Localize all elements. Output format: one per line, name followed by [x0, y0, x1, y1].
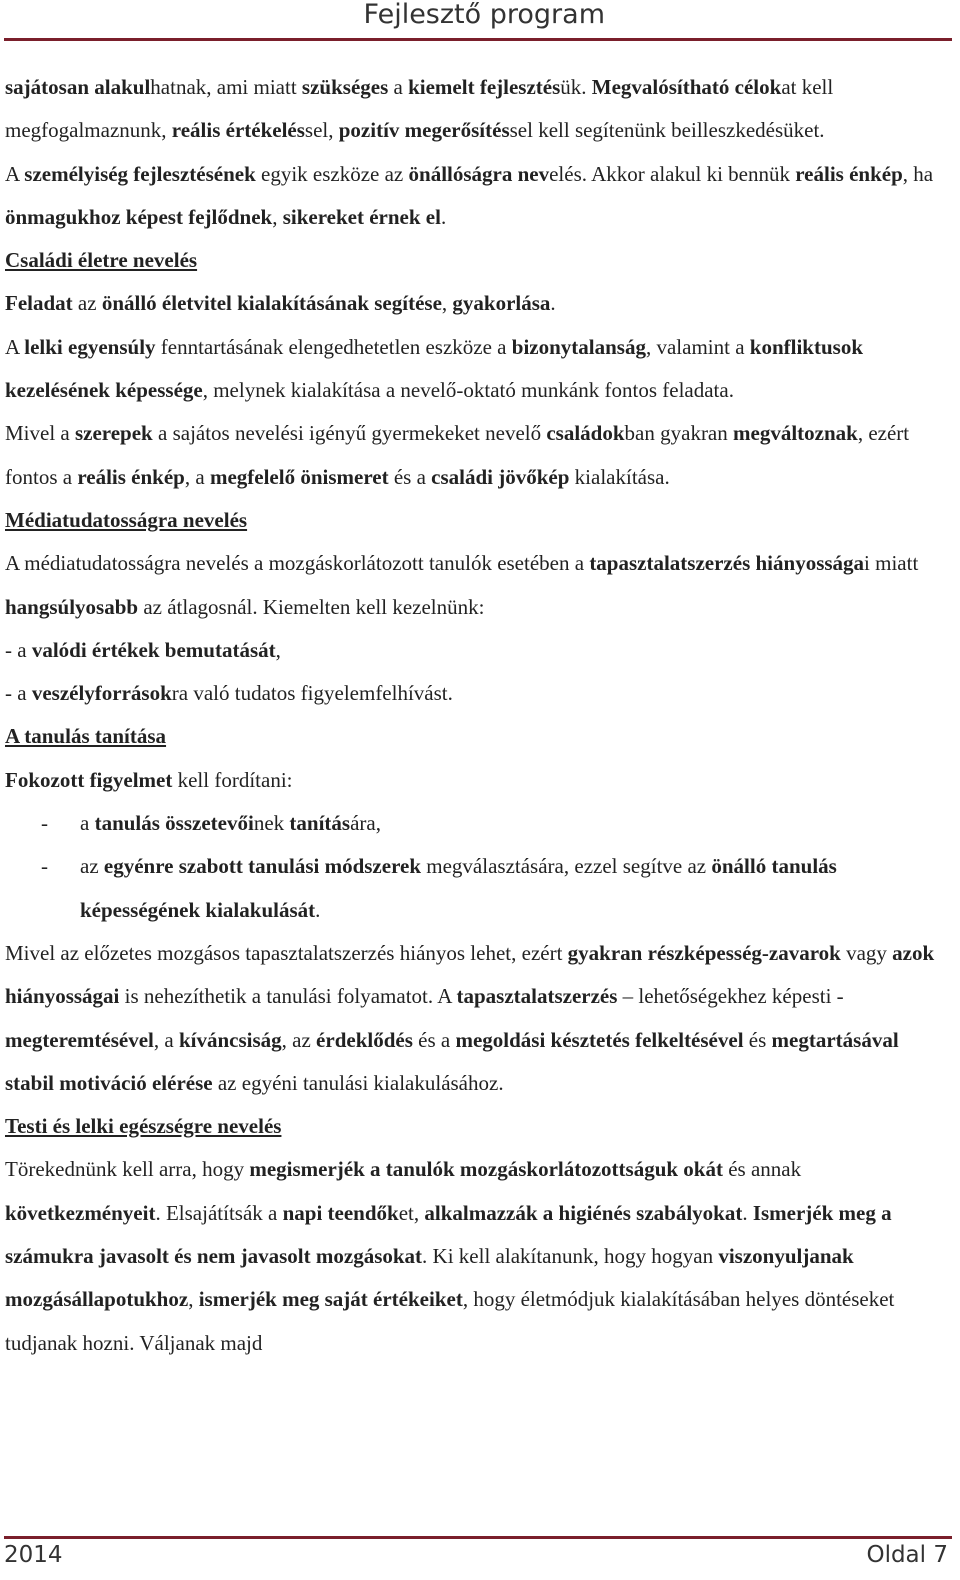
text-run: fenntartásának elengedhetetlen eszköze a	[155, 334, 512, 359]
paragraph	[5, 542, 945, 629]
bold-text: önálló életvitel kialakításának segítése	[101, 291, 442, 316]
bold-text: tanítás	[289, 811, 351, 836]
bold-text: megismerjék a tanulók mozgáskorlátozottságuk okát	[249, 1157, 723, 1182]
list-item	[5, 802, 945, 845]
text-run: ük.	[560, 75, 592, 99]
text-run: , melynek kialakítása a nevelő-oktató munkánk fontos feladata.	[202, 378, 734, 403]
text-run: , hogy életmódjuk kialakításában helyes döntéseket tudjanak hozni. Váljanak majd	[5, 1287, 895, 1355]
text-run: az	[80, 854, 104, 879]
bold-text: Feladat	[5, 291, 73, 316]
text-run: Törekednünk kell arra, hogy	[5, 1157, 250, 1182]
dash-bullet: -	[41, 811, 48, 836]
paragraph	[5, 1148, 945, 1364]
paragraph	[5, 282, 945, 325]
bold-text: önállóságra nev	[408, 161, 550, 186]
paragraph	[5, 412, 945, 499]
page-number: Oldal 7	[866, 1542, 948, 1568]
bold-text: a	[853, 551, 865, 576]
section-heading	[5, 499, 945, 542]
text-run: ,	[272, 204, 283, 229]
text-run: ra való tudatos figyelemfelhívást.	[171, 681, 453, 706]
bold-text: Megvalósítható célok	[591, 75, 782, 99]
bold-text: egyénre szabott tanulási módszerek	[103, 854, 422, 879]
text-run: .	[550, 291, 556, 316]
paragraph	[5, 326, 945, 413]
bold-text: pozitív megerősítés	[338, 118, 510, 143]
text-run: .	[315, 897, 321, 922]
paragraph	[5, 66, 945, 153]
text-run: és a	[388, 464, 432, 489]
dash-bullet: -	[41, 854, 48, 879]
bold-text: kiemelt fejlesztés	[408, 75, 561, 99]
heading-text: Médiatudatosságra nevelés	[5, 507, 248, 532]
bold-text: hangsúlyosabb	[5, 594, 139, 619]
footer-rule	[4, 1536, 952, 1539]
text-run: .	[440, 204, 447, 229]
page-header	[0, 0, 960, 40]
document-body	[5, 66, 945, 1365]
bold-text: reális értékelés	[171, 118, 305, 143]
text-run: – lehetőségekhez képesti -	[617, 984, 844, 1009]
heading-text: Testi és lelki egészségre nevelés	[5, 1114, 282, 1139]
paragraph	[5, 672, 945, 715]
text-run: , a	[153, 1027, 179, 1052]
text-run: vagy	[840, 940, 893, 965]
text-run: a	[80, 811, 95, 836]
paragraph	[5, 153, 945, 240]
bold-text: bizonytalanság	[511, 334, 646, 359]
text-run: , az	[281, 1027, 317, 1052]
text-run: , a	[184, 464, 210, 489]
text-run: - a	[5, 637, 32, 662]
text-run: ,	[441, 291, 453, 316]
text-run: és a	[412, 1027, 456, 1052]
bold-text: gyakorlása	[452, 291, 551, 316]
bold-text: viszonyuljanak mozgásállapotukhoz	[5, 1244, 854, 1312]
text-run: , valamint a	[645, 334, 750, 359]
text-run: . Ki kell alakítanunk, hogy hogyan	[422, 1244, 719, 1269]
bold-text: családok	[546, 421, 625, 446]
heading-text: Családi életre nevelés	[5, 248, 198, 273]
bold-text: sikereket érnek el	[282, 204, 441, 229]
bold-text: önmagukhoz képest fejlődnek	[5, 204, 273, 229]
text-run: . Elsajátítsák a	[155, 1200, 283, 1225]
bold-text: személyiség fejlesztésének	[24, 161, 256, 186]
text-run: ,	[275, 637, 281, 662]
paragraph	[5, 932, 945, 1105]
text-run: et,	[398, 1200, 425, 1225]
bold-text: kíváncsiság	[178, 1027, 282, 1052]
text-run: az átlagosnál. Kiemelten kell kezelnünk:	[138, 594, 485, 619]
text-run: az	[72, 291, 102, 316]
bold-text: gyakran részképesség-zavarok	[567, 940, 841, 965]
bold-text: érdeklődés	[316, 1027, 413, 1052]
bold-text: valódi értékek bemutatását	[31, 637, 276, 662]
bold-text: Fokozott figyelmet	[5, 767, 173, 792]
text-run: ban gyakran	[624, 421, 734, 446]
text-run: - a	[5, 681, 32, 706]
text-run: és	[743, 1027, 772, 1052]
bold-text: alkalmazzák a higiénés szabályokat	[424, 1200, 743, 1225]
text-run: sel,	[304, 118, 339, 143]
text-run: , ezért fontos a	[5, 421, 910, 489]
text-run: az egyéni tanulási kialakulásához.	[212, 1070, 504, 1095]
heading-text: A tanulás tanítása	[5, 724, 167, 749]
text-run: i miatt	[864, 551, 919, 576]
bold-text: reális énkép	[77, 464, 185, 489]
bold-text: tanulás összetevői	[94, 811, 254, 836]
header-title: Fejlesztő program	[363, 0, 605, 30]
text-run: .	[742, 1200, 753, 1225]
text-run: megválasztására, ezzel segítve az	[421, 854, 712, 879]
text-run: a	[388, 75, 409, 99]
bold-text: megoldási késztetés felkeltésével	[455, 1027, 744, 1052]
text-run: kialakítása.	[569, 464, 670, 489]
bold-text: következményeit	[5, 1200, 156, 1225]
text-run: és annak	[722, 1157, 802, 1182]
bold-text: megteremtésével	[5, 1027, 154, 1052]
bold-text: lelki egyensúly	[24, 334, 156, 359]
text-run: a sajátos nevelési igényű gyermekeket nevelő	[152, 421, 547, 446]
text-run: Mivel az előzetes mozgásos tapasztalatszerzés hiányos lehet, ezért	[5, 940, 568, 965]
bold-text: szükséges	[301, 75, 389, 99]
text-run: A médiatudatosságra nevelés a mozgáskorlátozott tanulók esetében a	[5, 551, 590, 576]
bold-text: megtartásával stabil motiváció elérése	[5, 1027, 899, 1095]
text-run: elés. Akkor alakul ki bennük	[549, 161, 796, 186]
section-heading	[5, 1105, 945, 1148]
section-heading	[5, 239, 945, 282]
text-run: egyik eszköze az	[255, 161, 409, 186]
bold-text: családi jövőkép	[431, 464, 570, 489]
list-item	[5, 845, 945, 932]
text-run: nek	[253, 811, 290, 836]
page-footer	[0, 1536, 960, 1580]
bold-text: tapasztalatszerzés hiányosság	[589, 551, 854, 576]
bold-text: megváltoznak	[733, 421, 858, 446]
bold-text: ismerjék meg saját értékeiket	[198, 1287, 463, 1312]
bold-text: azok hiányosságai	[5, 940, 935, 1009]
bold-text: reális énkép	[795, 161, 903, 186]
text-run: hatnak, ami miatt	[150, 75, 302, 99]
text-run: at kell megfogalmaznunk,	[5, 75, 834, 143]
text-run: is nehezíthetik a tanulási folyamatot. A	[119, 984, 457, 1009]
footer-year: 2014	[4, 1542, 63, 1568]
text-run: sel kell segítenünk beilleszkedésüket.	[509, 118, 825, 143]
text-run: ,	[188, 1287, 199, 1312]
text-run: , ha	[902, 161, 934, 186]
section-heading	[5, 715, 945, 758]
bold-text: önálló tanulás képességének kialakulását	[80, 854, 837, 922]
bold-text: veszélyforrások	[31, 681, 172, 706]
header-rule	[4, 38, 952, 41]
text-run: Mivel a	[5, 421, 75, 446]
paragraph	[5, 629, 945, 672]
bold-text: tapasztalatszerzés	[456, 984, 618, 1009]
bold-text: konfliktusok kezelésének képessége	[5, 334, 864, 403]
bold-text: Ismerjék meg a számukra javasolt és nem javasolt mozgásokat	[5, 1200, 892, 1269]
bold-text: sajátosan alakul	[5, 75, 151, 99]
text-run: A	[5, 161, 25, 186]
text-run: A	[5, 334, 25, 359]
bold-text: napi teendők	[282, 1200, 399, 1225]
text-run: kell fordítani:	[172, 767, 293, 792]
bold-text: megfelelő önismeret	[209, 464, 389, 489]
paragraph	[5, 759, 945, 802]
text-run: ára,	[350, 811, 381, 836]
bold-text: szerepek	[74, 421, 153, 446]
